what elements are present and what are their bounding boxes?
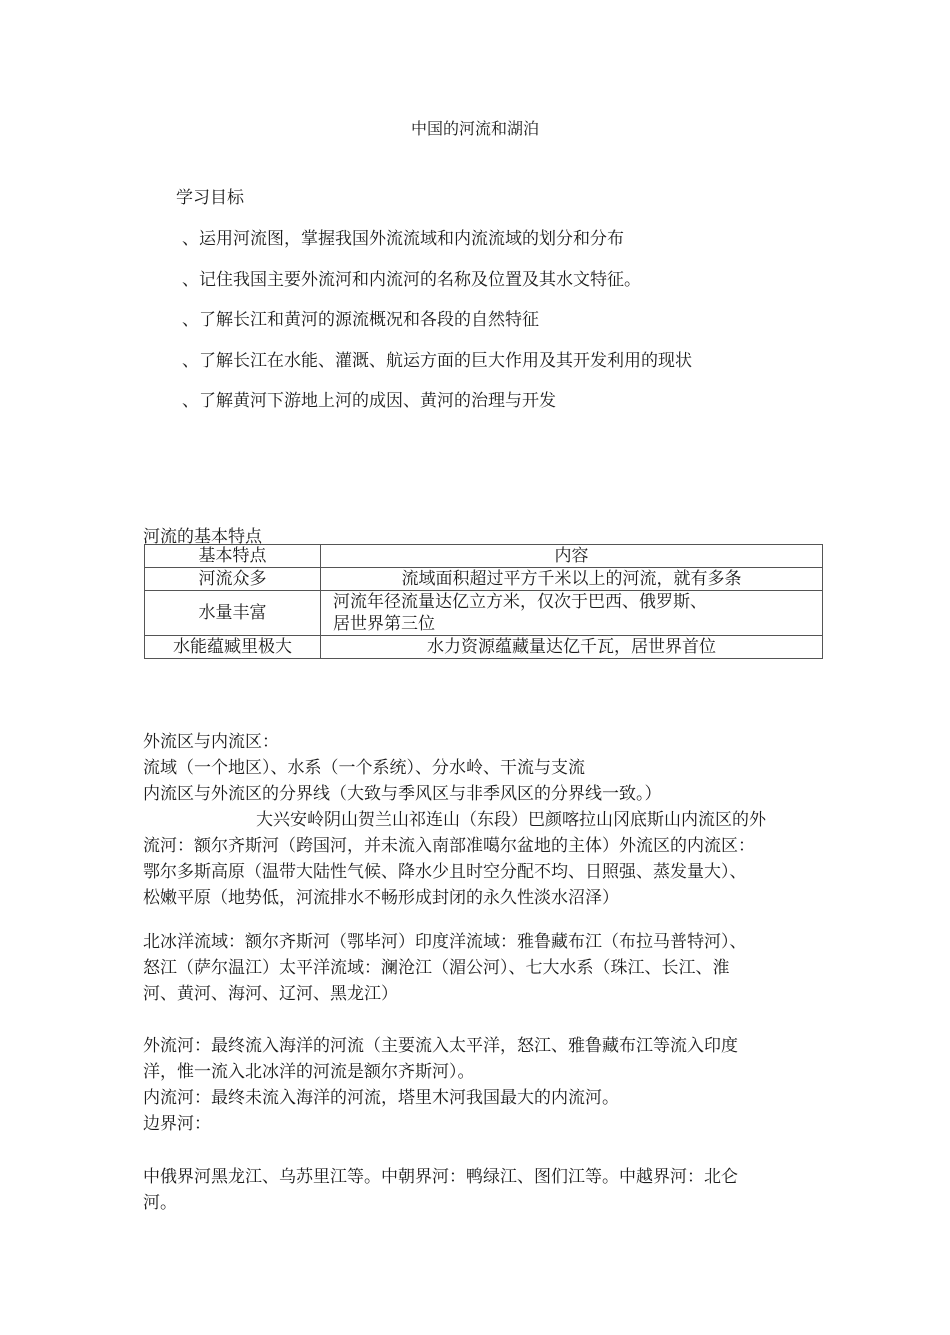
rivers-paragraph [143, 1033, 823, 1137]
goals-heading: 学习目标 [176, 188, 244, 208]
content-cell: 水力资源蕴藏量达亿千瓦，居世界首位 [321, 636, 823, 659]
border-paragraph [143, 1164, 823, 1216]
table-row [145, 636, 823, 659]
text-line: 边界河： [143, 1114, 211, 1134]
goal-item: 、记住我国主要外流河和内流河的名称及位置及其水文特征。 [182, 270, 641, 290]
table-row [145, 568, 823, 591]
goal-item: 、了解长江和黄河的源流概况和各段的自然特征 [182, 310, 539, 330]
content-cell [321, 591, 823, 636]
text-line: 洋，惟一流入北冰洋的河流是额尔齐斯河）。 [143, 1062, 475, 1082]
text-line: 鄂尔多斯高原（温带大陆性气候、降水少且时空分配不均、日照强、蒸发量大）、 [143, 862, 747, 882]
content-line: 河流年径流量达亿立方米，仅次于巴西、俄罗斯、 [333, 592, 707, 612]
content-line: 居世界第三位 [333, 614, 435, 634]
text-line: 内流区与外流区的分界线（大致与季风区与非季风区的分界线一致。） [143, 784, 662, 804]
goal-item: 、了解长江在水能、灌溉、航运方面的巨大作用及其开发利用的现状 [182, 351, 692, 371]
text-line: 流河：额尔齐斯河（跨国河，并未流入南部准噶尔盆地的主体）外流区的内流区： [143, 836, 755, 856]
page-title: 中国的河流和湖泊 [410, 119, 539, 138]
table-header-cell: 基本特点 [145, 545, 321, 568]
text-line: 中俄界河黑龙江、乌苏里江等。中朝界河：鸭绿江、图们江等。中越界河：北仑 [143, 1167, 738, 1187]
content-cell: 流域面积超过平方千米以上的河流，就有多条 [321, 568, 823, 591]
text-line: 大兴安岭阴山贺兰山祁连山（东段）巴颜喀拉山冈底斯山内流区的外 [256, 810, 766, 830]
text-line: 外流河：最终流入海洋的河流（主要流入太平洋，怒江、雅鲁藏布江等流入印度 [143, 1036, 738, 1056]
features-table [144, 544, 823, 659]
features-heading: 河流的基本特点 [143, 527, 262, 547]
text-line: 河。 [143, 1193, 177, 1213]
feature-cell: 水量丰富 [145, 591, 321, 636]
text-line: 内流河：最终未流入海洋的河流，塔里木河我国最大的内流河。 [143, 1088, 619, 1108]
text-line: 松嫩平原（地势低，河流排水不畅形成封闭的永久性淡水沼泽） [143, 888, 619, 908]
feature-cell: 水能蕴臧里极大 [145, 636, 321, 659]
basins-paragraph [143, 929, 823, 1007]
text-line: 怒江（萨尔温江）太平洋流域：澜沧江（湄公河）、七大水系（珠江、长江、淮 [143, 958, 730, 978]
table-header-cell: 内容 [321, 545, 823, 568]
table-row [145, 591, 823, 636]
feature-cell: 河流众多 [145, 568, 321, 591]
text-line: 流域（一个地区）、水系（一个系统）、分水岭、干流与支流 [143, 758, 585, 778]
goal-item: 、运用河流图，掌握我国外流流域和内流流域的划分和分布 [182, 229, 624, 249]
regions-paragraph [143, 729, 823, 911]
text-line: 外流区与内流区： [143, 732, 279, 752]
text-line: 河、黄河、海河、辽河、黑龙江） [143, 984, 398, 1004]
goal-item: 、了解黄河下游地上河的成因、黄河的治理与开发 [182, 391, 556, 411]
text-line: 北冰洋流域：额尔齐斯河（鄂毕河）印度洋流域：雅鲁藏布江（布拉马普特河）、 [143, 932, 747, 952]
table-header-row [145, 545, 823, 568]
